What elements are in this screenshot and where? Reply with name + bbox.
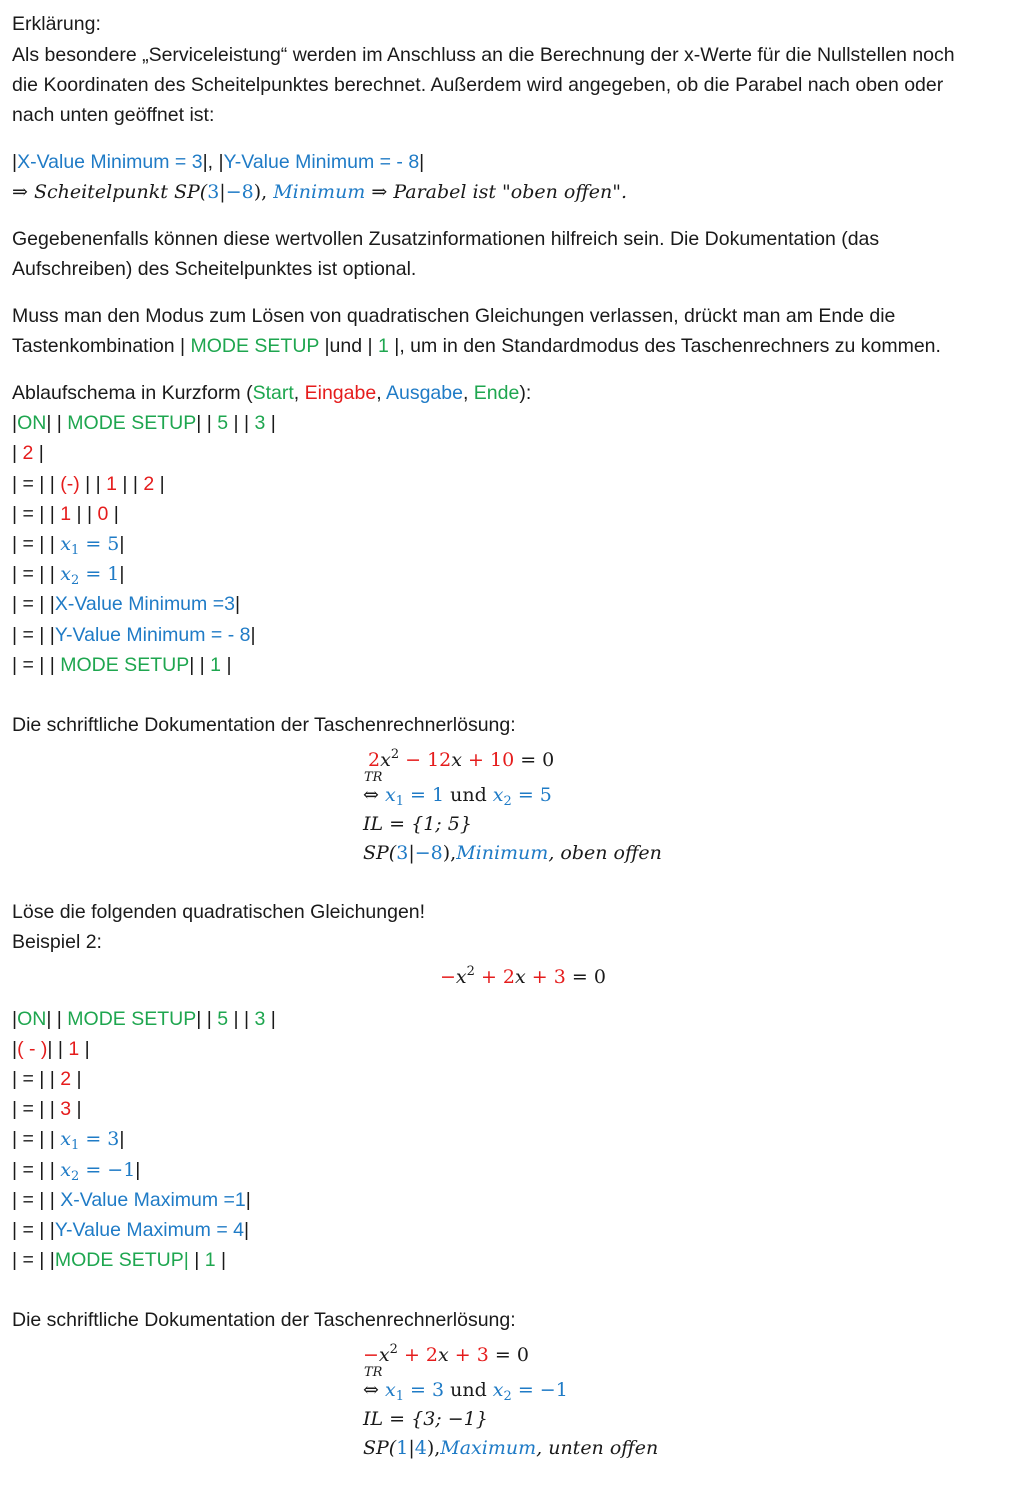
intro-line-3: nach unten geöffnet ist: xyxy=(12,104,215,126)
schema1-line-7: | = | |X-Value Minimum =3| xyxy=(12,593,241,615)
doc1-solution: ⇔ $x_1 = 1$ und $x_2 = 5$ xyxy=(363,784,552,809)
doc2-tr-label: TR xyxy=(364,1365,383,1380)
schema2-line-2: |( - )| | 1 | xyxy=(12,1038,90,1060)
schema1-line-4: | = | | 1 | | 0 | xyxy=(12,503,119,525)
doc1-tr-label: TR xyxy=(364,770,383,785)
doc1-solution-set: IL = {1; 5} xyxy=(363,813,472,835)
doc2-solution-set: IL = {3; −1} xyxy=(363,1408,488,1430)
doc2-title: Die schriftliche Dokumentation der Taschenrechnerlösung: xyxy=(12,1309,516,1331)
example-2-equation: $-x^2 + 2x + 3 = 0$ xyxy=(440,964,606,988)
doc1-equation: $2x^2 - 12x + 10 = 0$ xyxy=(368,747,555,771)
paragraph-3b: Tastenkombination | MODE SETUP |und | 1 |, um in den Standardmodus des Taschenrechners zu kommen. xyxy=(12,335,941,357)
paragraph-3a: Muss man den Modus zum Lösen von quadratischen Gleichungen verlassen, drückt man am Ende die xyxy=(12,305,896,327)
doc2-vertex: SP(1|4),Maximum, unten offen xyxy=(363,1437,659,1459)
intro-line-1: Als besondere „Serviceleistung“ werden im Anschluss an die Berechnung der x-Werte für die Nullstellen noch xyxy=(12,44,955,66)
schema2-line-9: | = | |MODE SETUP| | 1 | xyxy=(12,1249,227,1271)
value-line: |X-Value Minimum = 3|, |Y-Value Minimum = - 8| xyxy=(12,151,425,173)
x-value-min: X-Value Minimum = 3 xyxy=(17,151,203,173)
schema1-line-3: | = | | (-) | | 1 | | 2 | xyxy=(12,473,165,495)
task-title: Löse die folgenden quadratischen Gleichungen! xyxy=(12,901,426,923)
schema1-line-6: | = | | $x_2 = 1|$ xyxy=(12,563,125,588)
schema2-line-5: | = | | $x_1 = 3|$ xyxy=(12,1128,125,1153)
doc1-vertex: SP(3|−8),Minimum, oben offen xyxy=(363,842,662,864)
intro-line-2: die Koordinaten des Scheitelpunktes berechnet. Außerdem wird angegeben, ob die Parabel nach oben oder xyxy=(12,74,944,96)
heading: Erklärung: xyxy=(12,13,101,35)
y-value-min: Y-Value Minimum = - 8 xyxy=(223,151,420,173)
doc2-equation: $-x^2 + 2x + 3 = 0$ xyxy=(363,1342,529,1366)
schema2-line-4: | = | | 3 | xyxy=(12,1098,82,1120)
schema2-line-1: |ON| | MODE SETUP| | 5 | | 3 | xyxy=(12,1008,276,1030)
schema2-line-7: | = | | X-Value Maximum =1| xyxy=(12,1189,251,1211)
schema1-line-2: | 2 | xyxy=(12,442,44,464)
schema-title: Ablaufschema in Kurzform (Start, Eingabe, Ausgabe, Ende): xyxy=(12,382,532,404)
schema1-line-5: | = | | $x_1 = 5|$ xyxy=(12,533,125,558)
schema2-line-8: | = | |Y-Value Maximum = 4| xyxy=(12,1219,250,1241)
example-2-label: Beispiel 2: xyxy=(12,931,102,953)
schema1-line-9: | = | | MODE SETUP| | 1 | xyxy=(12,654,232,676)
doc2-solution: ⇔ $x_1 = 3$ und $x_2 = -1$ xyxy=(363,1379,568,1404)
schema2-line-3: | = | | 2 | xyxy=(12,1068,82,1090)
paragraph-2a: Gegebenenfalls können diese wertvollen Zusatzinformationen hilfreich sein. Die Dokumentation (das xyxy=(12,228,880,250)
paragraph-2b: Aufschreiben) des Scheitelpunktes ist optional. xyxy=(12,258,417,280)
schema1-line-8: | = | |Y-Value Minimum = - 8| xyxy=(12,624,256,646)
doc1-title: Die schriftliche Dokumentation der Taschenrechnerlösung: xyxy=(12,714,516,736)
schema1-line-1: |ON| | MODE SETUP| | 5 | | 3 | xyxy=(12,412,276,434)
schema2-line-6: | = | | $x_2 = -1|$ xyxy=(12,1159,141,1184)
vertex-statement: ⇒ Scheitelpunkt SP(3|−8), Minimum ⇒ Parabel ist "oben offen". xyxy=(12,181,628,203)
